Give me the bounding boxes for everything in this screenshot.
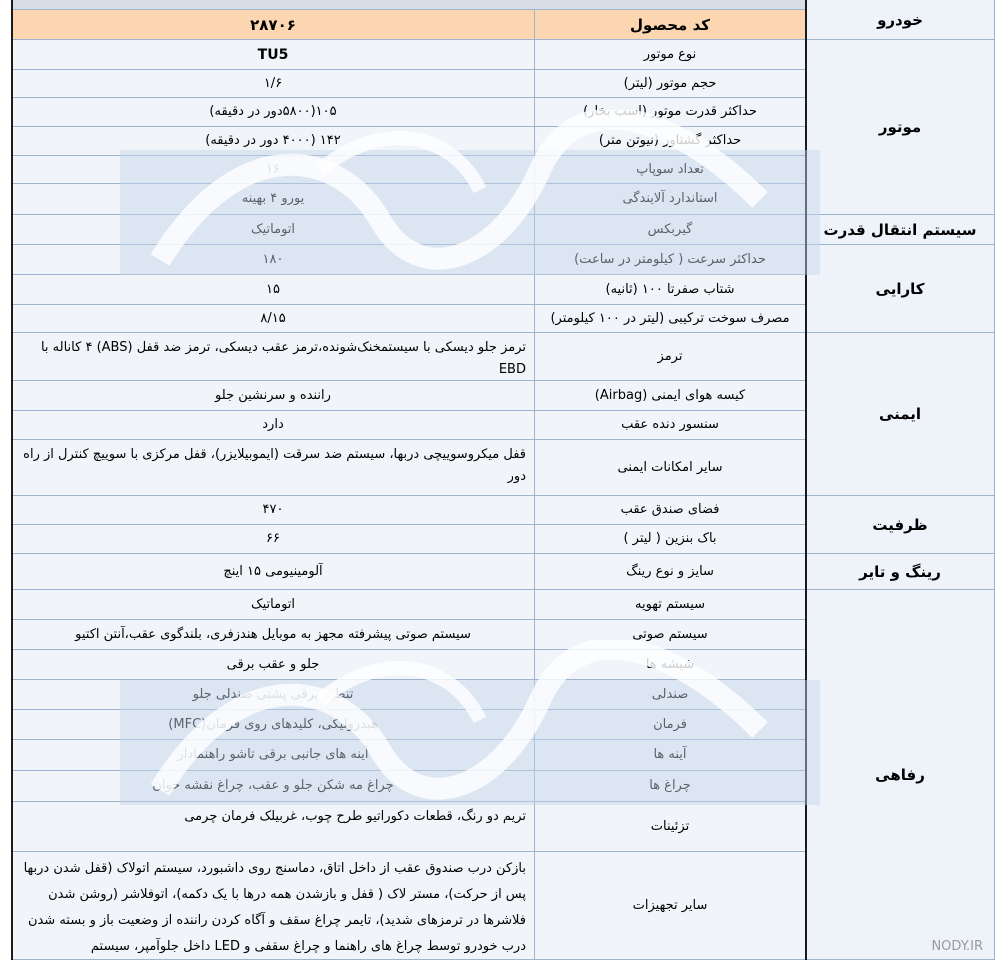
logo-text: NODY.IR bbox=[931, 939, 983, 954]
spec-value: آینه های جانبی برقی تاشو راهنمادار bbox=[12, 740, 535, 771]
category-car bbox=[806, 0, 995, 40]
category-label: رینگ و تایر bbox=[859, 562, 941, 581]
spec-value: سیستم صوتی پیشرفته مجهز به موبایل هندزفری، بلندگوی عقب،آنتن اکتیو bbox=[12, 620, 535, 650]
spec-label: حداکثر قدرت موتور (اسب بخار) bbox=[535, 98, 806, 127]
category-capacity bbox=[806, 496, 995, 554]
header-value: ۲۸۷۰۶ bbox=[250, 15, 296, 34]
outer-border-left bbox=[11, 0, 13, 960]
spec-value: ۱۵ bbox=[12, 275, 535, 305]
spec-value: ۱/۶ bbox=[12, 70, 535, 98]
spec-label: سیستم صوتی bbox=[535, 620, 806, 650]
spec-label: مصرف سوخت ترکیبی (لیتر در ۱۰۰ کیلومتر) bbox=[535, 305, 806, 333]
spec-value: ۱۴۲ (۴۰۰۰ دور در دقیقه) bbox=[12, 127, 535, 156]
spec-value: جلو و عقب برقی bbox=[12, 650, 535, 680]
site-logo bbox=[931, 939, 983, 954]
category-comfort bbox=[806, 590, 995, 960]
spec-label: گیربکس bbox=[535, 215, 806, 245]
product-code-value bbox=[12, 10, 535, 40]
spec-label: حجم موتور (لیتر) bbox=[535, 70, 806, 98]
spec-label: شیشه ها bbox=[535, 650, 806, 680]
spec-label: سایز و نوع رینگ bbox=[535, 554, 806, 590]
header-label: کد محصول bbox=[630, 15, 710, 34]
header-top-strip bbox=[12, 0, 806, 10]
spec-value: چراغ مه شکن جلو و عقب، چراغ نقشه خوان bbox=[12, 771, 535, 802]
spec-label: آینه ها bbox=[535, 740, 806, 771]
spec-value: ۱۰۵(۵۸۰۰دور در دقیقه) bbox=[12, 98, 535, 127]
category-wheels bbox=[806, 554, 995, 590]
spec-label: سایر امکانات ایمنی bbox=[535, 440, 806, 496]
spec-value: ۱۶ bbox=[12, 156, 535, 184]
spec-label: تزئینات bbox=[535, 802, 806, 852]
category-performance bbox=[806, 245, 995, 333]
category-label: ایمنی bbox=[878, 405, 922, 423]
spec-label: سیستم تهویه bbox=[535, 590, 806, 620]
spec-value: راننده و سرنشین جلو bbox=[12, 381, 535, 411]
spec-label: چراغ ها bbox=[535, 771, 806, 802]
spec-label: فرمان bbox=[535, 710, 806, 740]
category-label: کارایی bbox=[875, 279, 925, 298]
spec-label: ترمز bbox=[535, 333, 806, 381]
spec-label: کیسه هوای ایمنی (Airbag) bbox=[535, 381, 806, 411]
category-drivetrain bbox=[806, 215, 995, 245]
spec-label: سنسور دنده عقب bbox=[535, 411, 806, 440]
spec-value: آلومینیومی ۱۵ اینچ bbox=[12, 554, 535, 590]
spec-label: صندلی bbox=[535, 680, 806, 710]
spec-value: اتوماتیک bbox=[12, 590, 535, 620]
spec-value: بازکن درب صندوق عقب از داخل اتاق، دماسنج روی داشبورد، سیستم اتولاک (قفل شدن دربها پس از حرکت)، مستر لاک ( قفل و بازشدن همه درها با یک دکمه)، اتوفلاشر (روشن شدن فلاشرها در ترمزهای شدید)، تایمر چراغ سقف و آگاه کردن راننده از وضعیت باز و بسته شدن درب خودرو توسط چراغ های راهنما و چراغ سقفی و LED داخل جلوآمپر، سیستم bbox=[12, 852, 535, 960]
spec-value: هیدرولیکی، کلیدهای روی فرمان(MFC) bbox=[12, 710, 535, 740]
spec-value: ترمز جلو دیسکی با سیستمخنک‌شونده،ترمز عقب دیسکی، ترمز ضد قفل (ABS) ۴ کاناله با EBD bbox=[12, 333, 535, 381]
spec-value: قفل میکروسوییچی دربها، سیستم ضد سرقت (ایموبیلایزر)، قفل مرکزی با سوییچ کنترل از راه دور bbox=[12, 440, 535, 496]
spec-value: ۱۸۰ bbox=[12, 245, 535, 275]
category-label: خودرو bbox=[877, 10, 923, 29]
spec-value: تریم دو رنگ، قطعات دکوراتیو طرح چوب، غربیلک فرمان چرمی bbox=[12, 802, 535, 852]
spec-label: شتاب صفرتا ۱۰۰ (ثانیه) bbox=[535, 275, 806, 305]
category-safety bbox=[806, 333, 995, 496]
spec-value: ۴۷۰ bbox=[12, 496, 535, 525]
category-label: سیستم انتقال قدرت bbox=[823, 220, 977, 239]
spec-value: تنظیم برقی پشتی صندلی جلو bbox=[12, 680, 535, 710]
category-engine bbox=[806, 40, 995, 215]
spec-label: سایر تجهیزات bbox=[535, 852, 806, 960]
spec-label: حداکثر گشتاور (نیوتن متر) bbox=[535, 127, 806, 156]
category-label: موتور bbox=[878, 118, 922, 136]
spec-label: فضای صندق عقب bbox=[535, 496, 806, 525]
spec-value: ۶۶ bbox=[12, 525, 535, 554]
spec-label: تعداد سوپاپ bbox=[535, 156, 806, 184]
product-code-label bbox=[535, 10, 806, 40]
category-divider bbox=[805, 0, 807, 960]
spec-label: استاندارد آلایندگی bbox=[535, 184, 806, 215]
category-label: رفاهی bbox=[875, 765, 925, 784]
spec-value: دارد bbox=[12, 411, 535, 440]
spec-label: نوع موتور bbox=[535, 40, 806, 70]
spec-label: باک بنزین ( لیتر ) bbox=[535, 525, 806, 554]
category-label: ظرفیت bbox=[872, 515, 928, 534]
spec-value: یورو ۴ بهینه bbox=[12, 184, 535, 215]
spec-label: حداکثر سرعت ( کیلومتر در ساعت) bbox=[535, 245, 806, 275]
spec-value: TU5 bbox=[12, 40, 535, 70]
spec-value: اتوماتیک bbox=[12, 215, 535, 245]
spec-value: ۸/۱۵ bbox=[12, 305, 535, 333]
